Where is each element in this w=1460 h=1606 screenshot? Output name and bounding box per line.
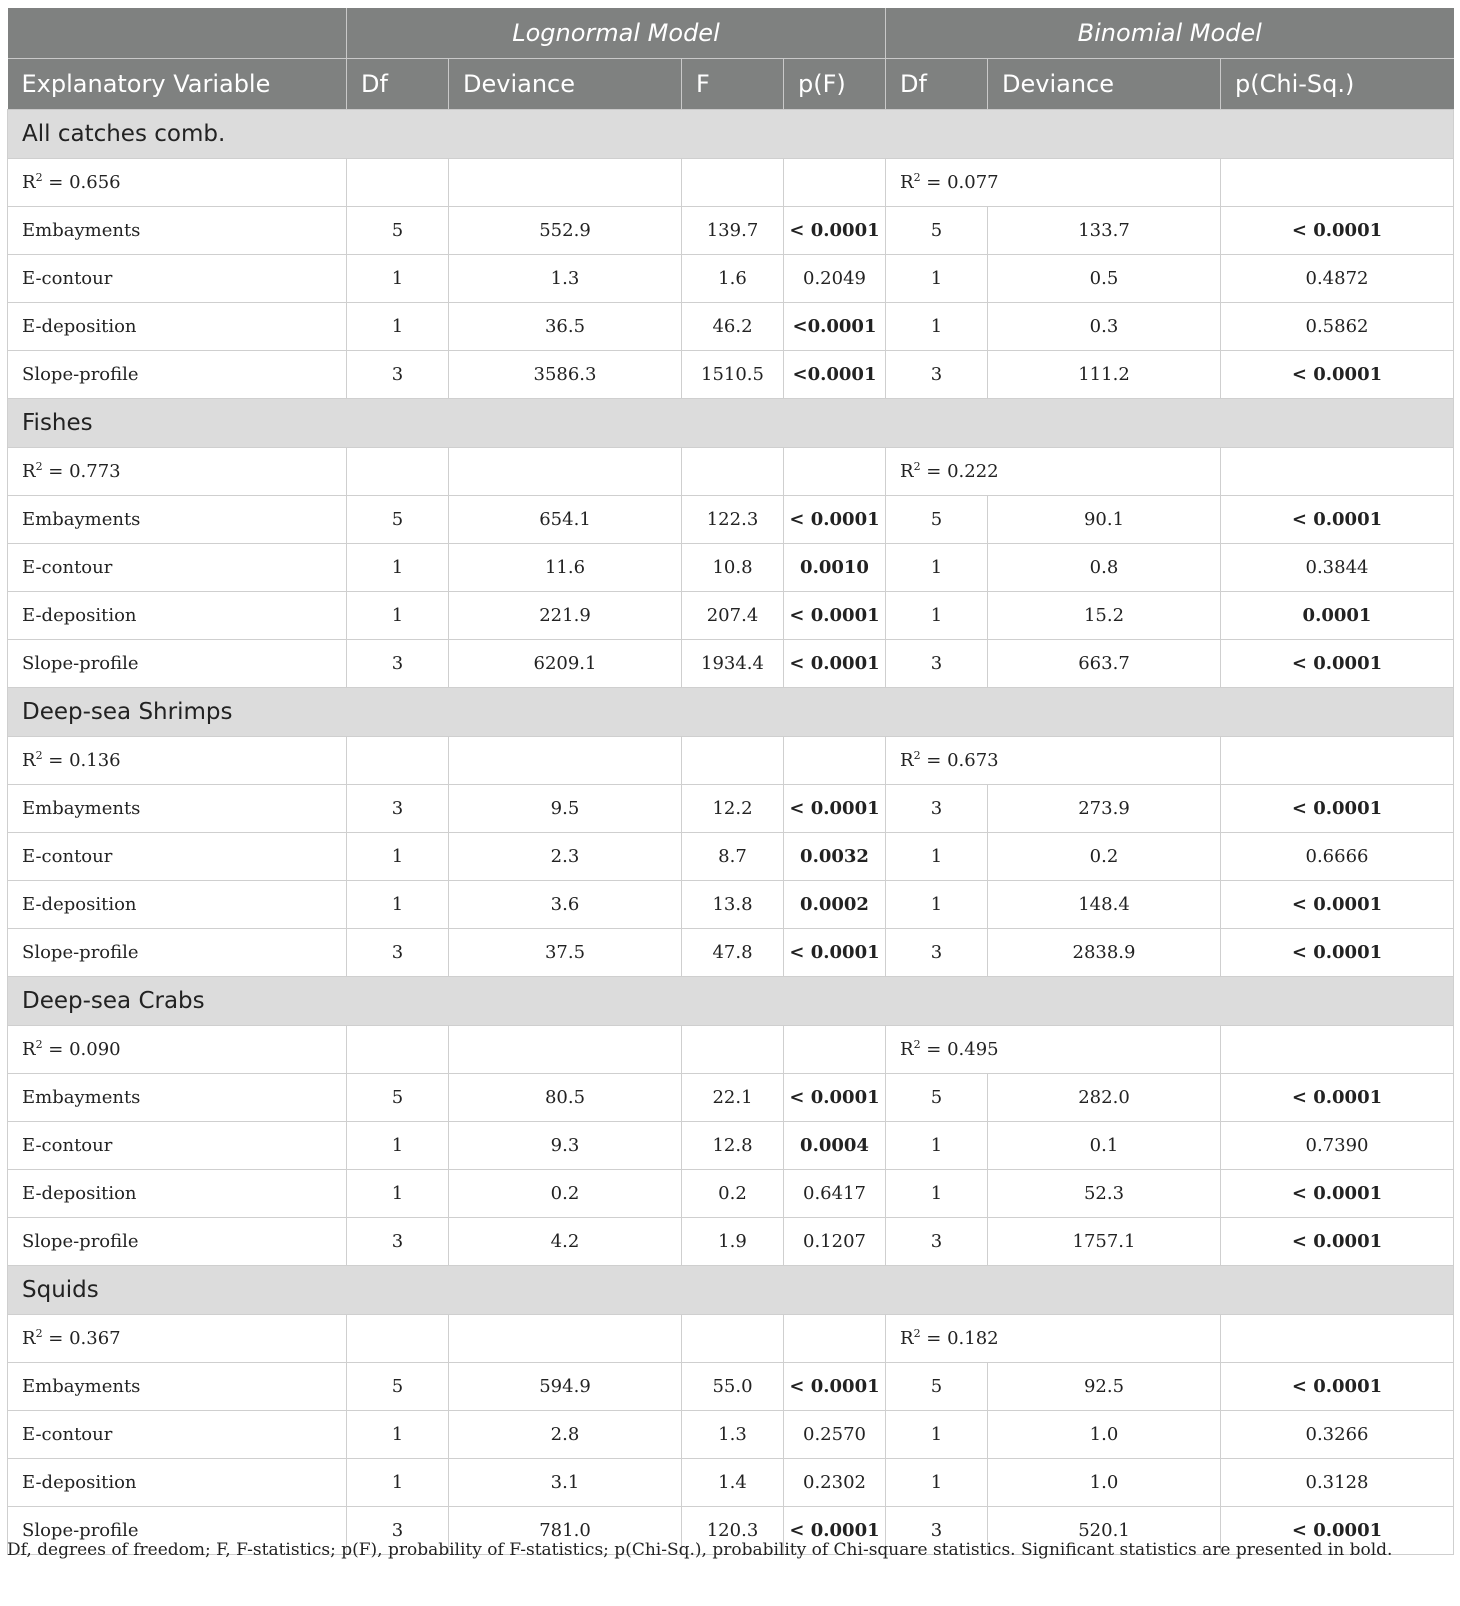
f-value: 1.9 [682, 1218, 784, 1266]
pf-value: < 0.0001 [784, 592, 886, 640]
empty-cell [682, 1315, 784, 1363]
pf-value: 0.1207 [784, 1218, 886, 1266]
df-value: 1 [347, 833, 449, 881]
r2-row [8, 159, 1454, 207]
pchisq-value: 0.6666 [1221, 833, 1454, 881]
deviance-value: 3.1 [449, 1459, 682, 1507]
df-value: 5 [347, 1363, 449, 1411]
binomial-model-header: Binomial Model [886, 8, 1454, 59]
r2-row [8, 737, 1454, 785]
table-row [8, 544, 1454, 592]
r2-value: 0.656 [69, 172, 121, 193]
df-value: 1 [347, 592, 449, 640]
pf-value: 0.0032 [784, 833, 886, 881]
f-value: 13.8 [682, 881, 784, 929]
df-value: 3 [347, 1507, 449, 1555]
empty-cell [347, 159, 449, 207]
r2-equals: = [920, 172, 948, 193]
binomial-deviance-value: 111.2 [988, 351, 1221, 399]
pchisq-value: < 0.0001 [1221, 1074, 1454, 1122]
binomial-deviance-value: 273.9 [988, 785, 1221, 833]
deviance-value: 36.5 [449, 303, 682, 351]
model-header-row [8, 8, 1454, 59]
empty-cell [1221, 737, 1454, 785]
pchisq-value: 0.3266 [1221, 1411, 1454, 1459]
binomial-df-value: 3 [886, 1507, 988, 1555]
binomial-deviance-value: 663.7 [988, 640, 1221, 688]
table-row [8, 496, 1454, 544]
binomial-df-value: 5 [886, 1074, 988, 1122]
df-value: 1 [347, 303, 449, 351]
f-value: 1.4 [682, 1459, 784, 1507]
pchisq-value: < 0.0001 [1221, 207, 1454, 255]
empty-cell [449, 448, 682, 496]
empty-cell [347, 737, 449, 785]
empty-cell [449, 1026, 682, 1074]
pchisq-value: < 0.0001 [1221, 785, 1454, 833]
pf-value: 0.0002 [784, 881, 886, 929]
r2-equals: = [42, 172, 70, 193]
pchisq-value: < 0.0001 [1221, 1170, 1454, 1218]
empty-cell [1221, 448, 1454, 496]
r2-equals: = [920, 1039, 948, 1060]
deviance-value: 781.0 [449, 1507, 682, 1555]
group-header-row [8, 977, 1454, 1026]
binomial-df-value: 3 [886, 785, 988, 833]
r2-symbol: R [900, 1039, 914, 1060]
r2-equals: = [42, 1328, 70, 1349]
binomial-deviance-value: 0.2 [988, 833, 1221, 881]
empty-cell [784, 159, 886, 207]
r2-superscript: 2 [35, 749, 43, 762]
deviance-value: 3586.3 [449, 351, 682, 399]
group-title: Squids [8, 1266, 1454, 1315]
deviance-value: 594.9 [449, 1363, 682, 1411]
binomial-df-value: 5 [886, 207, 988, 255]
r2-lognormal-cell [8, 1026, 347, 1074]
r2-symbol: R [22, 461, 36, 482]
empty-cell [784, 1026, 886, 1074]
deviance-value: 1.3 [449, 255, 682, 303]
col-header-binomial-deviance: Deviance [988, 59, 1221, 110]
r2-binomial-cell [886, 1315, 1221, 1363]
binomial-df-value: 1 [886, 1459, 988, 1507]
r2-symbol: R [900, 461, 914, 482]
binomial-deviance-value: 520.1 [988, 1507, 1221, 1555]
r2-equals: = [920, 461, 948, 482]
f-value: 47.8 [682, 929, 784, 977]
deviance-value: 11.6 [449, 544, 682, 592]
binomial-df-value: 1 [886, 1122, 988, 1170]
empty-cell [682, 1026, 784, 1074]
variable-name: Slope-profile [8, 1507, 347, 1555]
binomial-df-value: 3 [886, 1218, 988, 1266]
group-header-row [8, 688, 1454, 737]
r2-row [8, 1315, 1454, 1363]
binomial-deviance-value: 148.4 [988, 881, 1221, 929]
f-value: 8.7 [682, 833, 784, 881]
variable-name: Embayments [8, 207, 347, 255]
r2-superscript: 2 [35, 460, 43, 473]
pf-value: 0.0004 [784, 1122, 886, 1170]
pf-value: < 0.0001 [784, 640, 886, 688]
f-value: 0.2 [682, 1170, 784, 1218]
f-value: 120.3 [682, 1507, 784, 1555]
variable-name: E-contour [8, 544, 347, 592]
df-value: 3 [347, 785, 449, 833]
table-footnote: Df, degrees of freedom; F, F-statistics; p(F), probability of F-statistics; p(Chi-Sq.), probability of Chi-square statistics. Significant statistics are presented in bold. [7, 1540, 1393, 1560]
r2-value: 0.077 [947, 172, 999, 193]
deviance-value: 9.3 [449, 1122, 682, 1170]
pchisq-value: < 0.0001 [1221, 640, 1454, 688]
r2-value: 0.367 [69, 1328, 121, 1349]
pchisq-value: < 0.0001 [1221, 881, 1454, 929]
r2-binomial-cell [886, 737, 1221, 785]
table-row [8, 351, 1454, 399]
r2-binomial-cell [886, 1026, 1221, 1074]
table-row [8, 303, 1454, 351]
df-value: 3 [347, 640, 449, 688]
df-value: 5 [347, 496, 449, 544]
r2-symbol: R [900, 750, 914, 771]
binomial-df-value: 5 [886, 496, 988, 544]
table-body [8, 110, 1454, 1555]
df-value: 3 [347, 929, 449, 977]
f-value: 139.7 [682, 207, 784, 255]
pf-value: <0.0001 [784, 351, 886, 399]
empty-cell [347, 1315, 449, 1363]
r2-binomial-cell [886, 159, 1221, 207]
binomial-df-value: 1 [886, 1411, 988, 1459]
binomial-deviance-value: 133.7 [988, 207, 1221, 255]
blank-header-cell [8, 8, 347, 59]
r2-symbol: R [900, 1328, 914, 1349]
variable-name: E-contour [8, 1122, 347, 1170]
empty-cell [1221, 159, 1454, 207]
variable-name: Embayments [8, 1074, 347, 1122]
pf-value: 0.2049 [784, 255, 886, 303]
empty-cell [449, 737, 682, 785]
binomial-deviance-value: 1.0 [988, 1459, 1221, 1507]
results-table [7, 8, 1454, 1555]
binomial-df-value: 3 [886, 929, 988, 977]
variable-name: E-deposition [8, 1170, 347, 1218]
f-value: 1.3 [682, 1411, 784, 1459]
df-value: 1 [347, 255, 449, 303]
col-header-pf: p(F) [784, 59, 886, 110]
deviance-value: 9.5 [449, 785, 682, 833]
pchisq-value: 0.3844 [1221, 544, 1454, 592]
empty-cell [784, 448, 886, 496]
r2-superscript: 2 [913, 749, 921, 762]
binomial-df-value: 1 [886, 544, 988, 592]
empty-cell [682, 159, 784, 207]
f-value: 12.8 [682, 1122, 784, 1170]
col-header-binomial-df: Df [886, 59, 988, 110]
pchisq-value: < 0.0001 [1221, 1363, 1454, 1411]
df-value: 3 [347, 1218, 449, 1266]
table-row [8, 1170, 1454, 1218]
r2-lognormal-cell [8, 737, 347, 785]
df-value: 1 [347, 881, 449, 929]
r2-superscript: 2 [913, 1038, 921, 1051]
df-value: 1 [347, 1170, 449, 1218]
binomial-deviance-value: 1.0 [988, 1411, 1221, 1459]
column-header-row [8, 59, 1454, 110]
lognormal-model-header: Lognormal Model [347, 8, 886, 59]
r2-lognormal-cell [8, 1315, 347, 1363]
deviance-value: 2.3 [449, 833, 682, 881]
table-row [8, 881, 1454, 929]
r2-value: 0.090 [69, 1039, 121, 1060]
pchisq-value: 0.5862 [1221, 303, 1454, 351]
r2-equals: = [42, 1039, 70, 1060]
r2-row [8, 448, 1454, 496]
pchisq-value: < 0.0001 [1221, 929, 1454, 977]
f-value: 22.1 [682, 1074, 784, 1122]
pf-value: < 0.0001 [784, 1507, 886, 1555]
empty-cell [347, 448, 449, 496]
pf-value: 0.6417 [784, 1170, 886, 1218]
empty-cell [1221, 1026, 1454, 1074]
r2-symbol: R [900, 172, 914, 193]
binomial-df-value: 1 [886, 303, 988, 351]
pf-value: < 0.0001 [784, 1074, 886, 1122]
empty-cell [449, 159, 682, 207]
df-value: 1 [347, 1459, 449, 1507]
binomial-deviance-value: 90.1 [988, 496, 1221, 544]
variable-name: Slope-profile [8, 929, 347, 977]
binomial-df-value: 5 [886, 1363, 988, 1411]
deviance-value: 0.2 [449, 1170, 682, 1218]
binomial-deviance-value: 52.3 [988, 1170, 1221, 1218]
deviance-value: 6209.1 [449, 640, 682, 688]
pf-value: 0.2302 [784, 1459, 886, 1507]
df-value: 1 [347, 1411, 449, 1459]
variable-name: E-contour [8, 833, 347, 881]
binomial-df-value: 3 [886, 351, 988, 399]
variable-name: E-contour [8, 255, 347, 303]
binomial-df-value: 1 [886, 1170, 988, 1218]
r2-value: 0.773 [69, 461, 121, 482]
deviance-value: 4.2 [449, 1218, 682, 1266]
f-value: 207.4 [682, 592, 784, 640]
variable-name: Embayments [8, 496, 347, 544]
group-title: Fishes [8, 399, 1454, 448]
empty-cell [682, 737, 784, 785]
variable-name: Slope-profile [8, 351, 347, 399]
binomial-deviance-value: 15.2 [988, 592, 1221, 640]
table-row [8, 1411, 1454, 1459]
variable-name: Slope-profile [8, 640, 347, 688]
deviance-value: 221.9 [449, 592, 682, 640]
variable-name: E-deposition [8, 881, 347, 929]
df-value: 5 [347, 207, 449, 255]
r2-superscript: 2 [913, 460, 921, 473]
pf-value: < 0.0001 [784, 1363, 886, 1411]
table-row [8, 255, 1454, 303]
table-row [8, 929, 1454, 977]
pf-value: <0.0001 [784, 303, 886, 351]
empty-cell [784, 1315, 886, 1363]
pf-value: 0.2570 [784, 1411, 886, 1459]
r2-lognormal-cell [8, 159, 347, 207]
r2-superscript: 2 [913, 1327, 921, 1340]
binomial-deviance-value: 0.1 [988, 1122, 1221, 1170]
variable-name: Slope-profile [8, 1218, 347, 1266]
group-title: All catches comb. [8, 110, 1454, 159]
df-value: 1 [347, 1122, 449, 1170]
binomial-deviance-value: 1757.1 [988, 1218, 1221, 1266]
col-header-variable: Explanatory Variable [8, 59, 347, 110]
group-title: Deep-sea Shrimps [8, 688, 1454, 737]
r2-superscript: 2 [35, 171, 43, 184]
pf-value: < 0.0001 [784, 207, 886, 255]
empty-cell [347, 1026, 449, 1074]
pchisq-value: 0.7390 [1221, 1122, 1454, 1170]
binomial-df-value: 1 [886, 592, 988, 640]
variable-name: E-deposition [8, 592, 347, 640]
col-header-pchisq: p(Chi-Sq.) [1221, 59, 1454, 110]
binomial-df-value: 3 [886, 640, 988, 688]
pchisq-value: < 0.0001 [1221, 351, 1454, 399]
r2-symbol: R [22, 1039, 36, 1060]
df-value: 5 [347, 1074, 449, 1122]
col-header-f: F [682, 59, 784, 110]
r2-symbol: R [22, 172, 36, 193]
pchisq-value: 0.4872 [1221, 255, 1454, 303]
variable-name: E-deposition [8, 303, 347, 351]
variable-name: Embayments [8, 1363, 347, 1411]
r2-equals: = [42, 750, 70, 771]
r2-superscript: 2 [913, 171, 921, 184]
r2-lognormal-cell [8, 448, 347, 496]
binomial-deviance-value: 92.5 [988, 1363, 1221, 1411]
df-value: 3 [347, 351, 449, 399]
col-header-deviance: Deviance [449, 59, 682, 110]
pchisq-value: 0.0001 [1221, 592, 1454, 640]
f-value: 1934.4 [682, 640, 784, 688]
pchisq-value: < 0.0001 [1221, 1218, 1454, 1266]
binomial-deviance-value: 282.0 [988, 1074, 1221, 1122]
pf-value: < 0.0001 [784, 929, 886, 977]
r2-binomial-cell [886, 448, 1221, 496]
group-header-row [8, 1266, 1454, 1315]
empty-cell [1221, 1315, 1454, 1363]
binomial-df-value: 1 [886, 881, 988, 929]
r2-value: 0.495 [947, 1039, 999, 1060]
r2-value: 0.222 [947, 461, 999, 482]
r2-equals: = [920, 750, 948, 771]
binomial-df-value: 1 [886, 255, 988, 303]
r2-value: 0.182 [947, 1328, 999, 1349]
binomial-deviance-value: 0.8 [988, 544, 1221, 592]
table-row [8, 785, 1454, 833]
f-value: 10.8 [682, 544, 784, 592]
r2-row [8, 1026, 1454, 1074]
deviance-value: 37.5 [449, 929, 682, 977]
pchisq-value: 0.3128 [1221, 1459, 1454, 1507]
r2-value: 0.673 [947, 750, 999, 771]
results-table-container [7, 8, 1453, 1555]
group-header-row [8, 399, 1454, 448]
pf-value: < 0.0001 [784, 496, 886, 544]
empty-cell [784, 737, 886, 785]
pchisq-value: < 0.0001 [1221, 496, 1454, 544]
table-row [8, 640, 1454, 688]
table-row [8, 592, 1454, 640]
table-row [8, 833, 1454, 881]
table-row [8, 207, 1454, 255]
r2-superscript: 2 [35, 1327, 43, 1340]
pf-value: < 0.0001 [784, 785, 886, 833]
group-header-row [8, 110, 1454, 159]
col-header-df: Df [347, 59, 449, 110]
group-title: Deep-sea Crabs [8, 977, 1454, 1026]
pchisq-value: < 0.0001 [1221, 1507, 1454, 1555]
f-value: 46.2 [682, 303, 784, 351]
f-value: 55.0 [682, 1363, 784, 1411]
table-row [8, 1218, 1454, 1266]
binomial-df-value: 1 [886, 833, 988, 881]
empty-cell [449, 1315, 682, 1363]
empty-cell [682, 448, 784, 496]
binomial-deviance-value: 0.3 [988, 303, 1221, 351]
table-row [8, 1459, 1454, 1507]
deviance-value: 552.9 [449, 207, 682, 255]
table-row [8, 1122, 1454, 1170]
f-value: 1.6 [682, 255, 784, 303]
binomial-deviance-value: 2838.9 [988, 929, 1221, 977]
deviance-value: 2.8 [449, 1411, 682, 1459]
variable-name: E-contour [8, 1411, 347, 1459]
variable-name: Embayments [8, 785, 347, 833]
f-value: 12.2 [682, 785, 784, 833]
r2-equals: = [920, 1328, 948, 1349]
r2-superscript: 2 [35, 1038, 43, 1051]
table-row [8, 1074, 1454, 1122]
r2-value: 0.136 [69, 750, 121, 771]
r2-symbol: R [22, 1328, 36, 1349]
deviance-value: 3.6 [449, 881, 682, 929]
variable-name: E-deposition [8, 1459, 347, 1507]
r2-equals: = [42, 461, 70, 482]
deviance-value: 654.1 [449, 496, 682, 544]
r2-symbol: R [22, 750, 36, 771]
df-value: 1 [347, 544, 449, 592]
f-value: 122.3 [682, 496, 784, 544]
deviance-value: 80.5 [449, 1074, 682, 1122]
table-row [8, 1363, 1454, 1411]
binomial-deviance-value: 0.5 [988, 255, 1221, 303]
pf-value: 0.0010 [784, 544, 886, 592]
f-value: 1510.5 [682, 351, 784, 399]
